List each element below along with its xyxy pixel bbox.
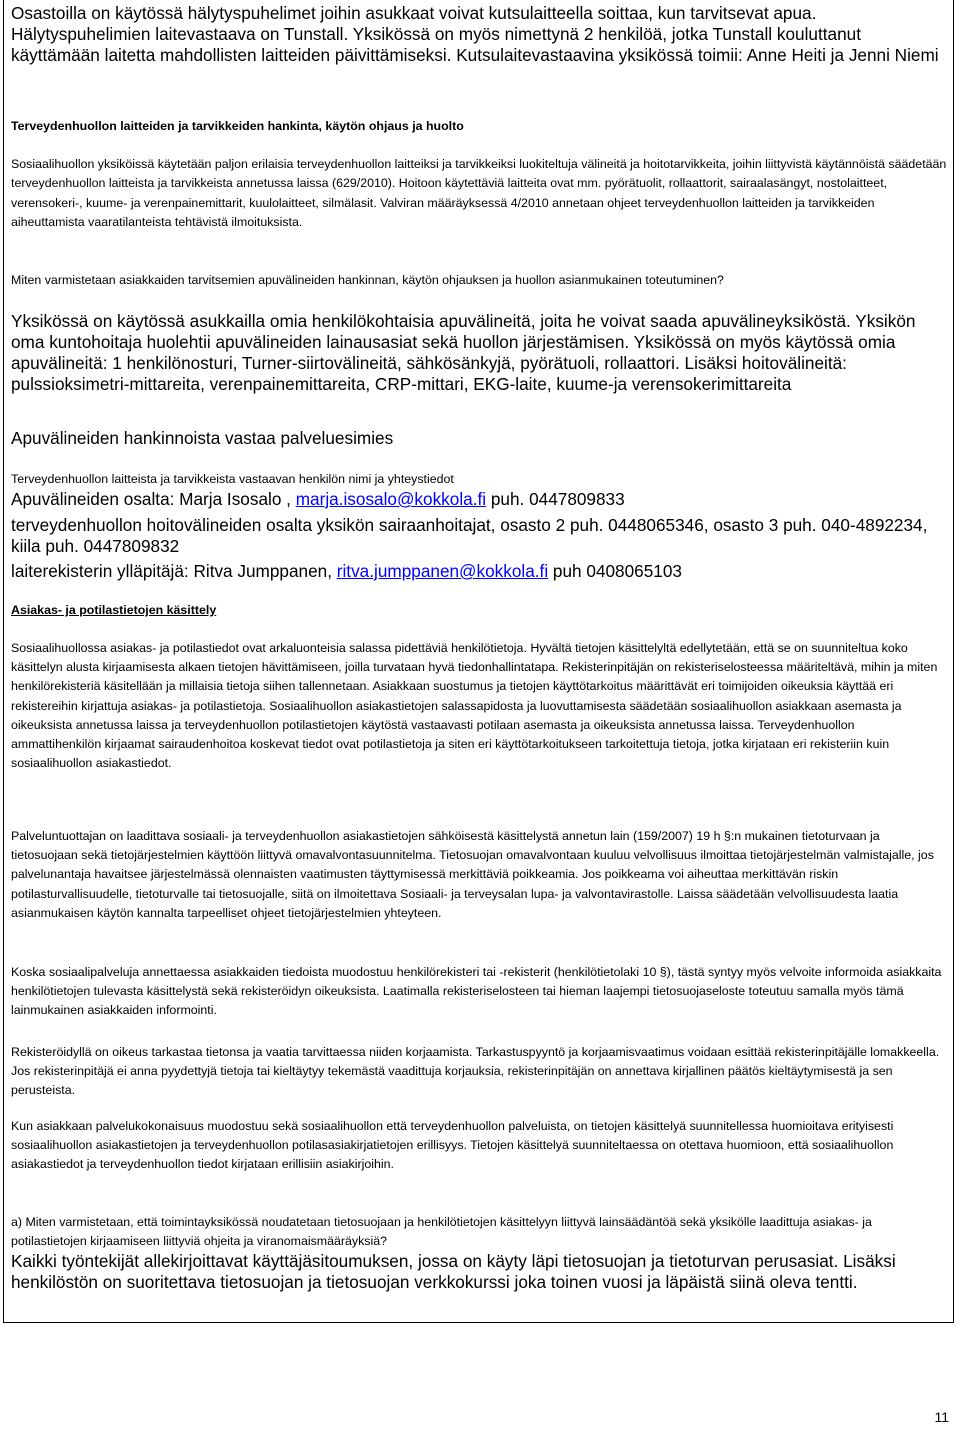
- privacy-paragraph-3: Koska sosiaalipalveluja annettaessa asiakkaiden tiedoista muodostuu henkilörekisteri tai -rekisterit (henkilötietolaki 10 §), tästä syntyy myös velvoite informoida asiakkaita henkilötietojen tulevasta käsittelystä sekä rekisteröidyn oikeuksista. Laatimalla rekisteriselosteen tai hieman laajempi tietosuojaseloste toteutuu samalla myös tämä lainmukainen asiakkaiden informointi.: [11, 965, 942, 1018]
- devices-body: Sosiaalihuollon yksiköissä käytetään paljon erilaisia terveydenhuollon laitteiksi ja tarvikkeiksi luokiteltuja välineitä ja hoitotarvikkeita, joihin liittyvistä käytännöistä säädetään terveydenhuollon laitteista ja tarvikkeista annetussa laissa (629/2010). Hoitoon käytettäviä laitteita ovat mm. pyörätuolit, rollaattorit, sairaalasängyt, nostolaitteet, verensokeri-, kuume- ja verenpainemittarit, kuulolaitteet, silmälasit. Valviran määräyksessä 4/2010 annetaan ohjeet terveydenhuollon laitteiden ja tarvikkeiden aiheuttamista vaaratilanteista tehtävistä ilmoituksista.: [11, 157, 947, 229]
- privacy-question: a) Miten varmistetaan, että toimintayksikössä noudatetaan tietosuojaan ja henkilötietojen käsittelyyn liittyvä lainsäädäntöä sekä yksikölle laadittuja asiakas- ja potilastietojen kirjaamiseen liittyviä ohjeita ja viranomaismääräyksiä?: [11, 1215, 872, 1249]
- devices-answer-2: Apuvälineiden hankinnoista vastaa palveluesimies: [11, 428, 394, 448]
- alarm-phones-paragraph: Osastoilla on käytössä hälytyspuhelimet joihin asukkaat voivat kutsulaitteella soittaa, kun tarvitsevat apua. Hälytyspuhelimien laitevastaava on Tunstall. Yksikössä on myös nimettynä 2 henkilöä, jotka Tunstall kouluttanut käyttämään laitetta mahdollisten laitteiden päivittämiseksi. Kutsulaitevastaavina yksikössä toimii: Anne Heiti ja Jenni Niemi: [11, 3, 939, 65]
- email-link-marja[interactable]: marja.isosalo@kokkola.fi: [295, 489, 487, 509]
- privacy-paragraph-1: Sosiaalihuollossa asiakas- ja potilastiedot ovat arkaluonteisia salassa pidettäviä henkilötietoja. Hyvältä tietojen käsittelyltä edellytetään, että se on suunniteltua koko käsittelyn alusta kirjaamisesta alkaen tietojen hävittämiseen, joilla turvataan hyvä tiedonhallintatapa. Rekisterinpitäjän on rekisteriselosteessa määriteltävä, mihin ja miten henkilörekisteriä käsitellään ja millaisia tietoja siihen tallennetaan. Asiakkaan suostumus ja tietojen käyttötarkoitus määrittävät eri toimijoiden oikeuksia käyttää eri rekistereihin kirjattuja asiakas- ja potilastietoja. Sosiaalihuollon asiakastietojen salassapidosta ja luovuttamisesta säädetään sosiaalihuollon asiakkaan asemasta ja oikeuksista annetussa laissa ja terveydenhuollon potilastietojen käytöstä vastaavasti potilaan asemasta ja oikeuksista annetussa laissa. Terveydenhuollon ammattihenkilön kirjaamat sairaudenhoitoa koskevat tiedot ovat potilastietoja ja siten eri käyttötarkoitukseen tarkoitettuja tietoja, jotka kirjataan eri rekisteriin kuin sosiaalihuollon asiakastiedot.: [11, 641, 938, 771]
- privacy-paragraph-2: Palveluntuottajan on laadittava sosiaali- ja terveydenhuollon asiakastietojen sähköisestä käsittelystä annetun lain (159/2007) 19 h §:n mukainen tietoturvaan ja tietosuojaan sekä tietojärjestelmien käyttöön liittyvä omavalvontasuunnitelma. Tietosuojan omavalvontaan kuuluu velvollisuus ilmoittaa tietojärjestelmän valmistajalle, jos palvelunantaja havaitsee järjestelmässä olennaisten vaatimusten täyttymisessä merkittäviä poikkeamia. Jos poikkeama voi aiheuttaa merkittävän riskin potilasturvallisuudelle, tietoturvalle tai tietosuojalle, siitä on ilmoitettava Sosiaali- ja terveysalan lupa- ja valvontavirastolle. Laissa säädetään velvollisuudesta laatia asianmukaisen käytön kannalta tarpeelliset ohjeet tietojärjestelmien yhteyteen.: [11, 829, 934, 920]
- privacy-answer: Kaikki työntekijät allekirjoittavat käyttäjäsitoumuksen, jossa on käyty läpi tietosuojan ja tietoturvan perusasiat. Lisäksi henkilöstön on suoritettava tietosuojan ja tietosuojan verkkokurssi joka toinen vuosi ja läpäistä siinä oleva tentti.: [11, 1251, 896, 1292]
- privacy-heading: Asiakas- ja potilastietojen käsittely: [11, 603, 217, 617]
- email-link-ritva[interactable]: ritva.jumppanen@kokkola.fi: [336, 561, 549, 581]
- contact-line-1: Apuvälineiden osalta: Marja Isosalo , marja.isosalo@kokkola.fi puh. 0447809833: [11, 489, 625, 509]
- devices-answer: Yksikössä on käytössä asukkailla omia henkilökohtaisia apuvälineitä, joita he voivat saada apuvälineyksiköstä. Yksikön oma kuntohoitaja huolehtii apuvälineiden lainausasiat sekä huollon järjestämisen. Yksikössä on myös käytössä omia apuvälineitä: 1 henkilönosturi, Turner-siirtovälineitä, sähkösänkyjä, pyörätuoli, rollaattori. Lisäksi hoitovälineitä: pulssioksimetri-mittareita, verenpainemittareita, CRP-mittari, EKG-laite, kuume-ja verensokerimittareita: [11, 311, 916, 394]
- privacy-paragraph-4: Rekisteröidyllä on oikeus tarkastaa tietonsa ja vaatia tarvittaessa niiden korjaamista. Tarkastuspyyntö ja korjaamisvaatimus voidaan esittää rekisterinpitäjälle lomakkeella. Jos rekisterinpitäjä ei anna pyydettyjä tietoja tai kieltäytyy tekemästä vaadittuja korjauksia, rekisterinpitäjän on annettava kirjallinen päätös kieltäytymisestä ja sen perusteista.: [11, 1045, 940, 1098]
- contacts-label: Terveydenhuollon laitteista ja tarvikkeista vastaavan henkilön nimi ja yhteystiedot: [11, 472, 454, 486]
- devices-question: Miten varmistetaan asiakkaiden tarvitsemien apuvälineiden hankinnan, käytön ohjauksen ja huollon asianmukainen toteutuminen?: [11, 273, 724, 287]
- contact-line-3: laiterekisterin ylläpitäjä: Ritva Jumppanen, ritva.jumppanen@kokkola.fi puh 0408065103: [11, 561, 682, 581]
- privacy-paragraph-5: Kun asiakkaan palvelukokonaisuus muodostuu sekä sosiaalihuollon että terveydenhuollon palveluista, on tietojen käsittelyä suunnitellessa huomioitava erityisesti sosiaalihuollon asiakastietojen ja terveydenhuollon potilasasiakirjatietojen erillisyys. Tietojen käsittelyä suunniteltaessa on otettava huomioon, että sosiaalihuollon asiakastiedot ja terveydenhuollon tiedot kirjataan erillisiin asiakirjoihin.: [11, 1119, 894, 1172]
- page-number: 11: [934, 1409, 949, 1425]
- devices-heading: Terveydenhuollon laitteiden ja tarvikkeiden hankinta, käytön ohjaus ja huolto: [11, 119, 464, 133]
- contact-line-2: terveydenhuollon hoitovälineiden osalta yksikön sairaanhoitajat, osasto 2 puh. 0448065346, osasto 3 puh. 040-4892234, kiila puh. 0447809832: [11, 515, 928, 556]
